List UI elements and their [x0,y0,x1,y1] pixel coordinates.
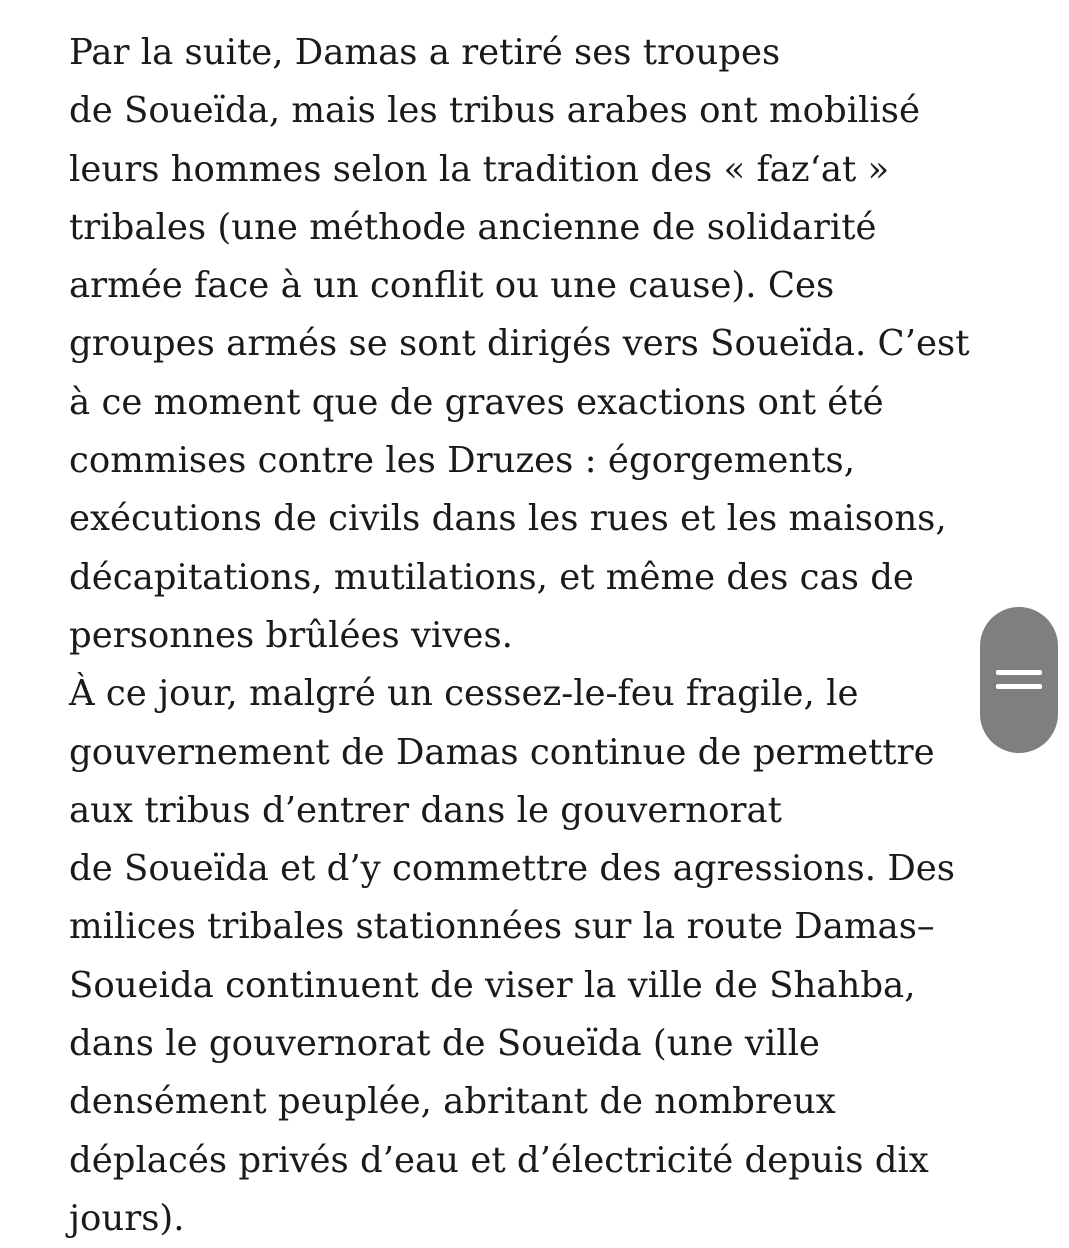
text-line: commises contre les Druzes : égorgements, [69,440,856,482]
text-line: exécutions de civils dans les rues et les maisons, [69,498,947,540]
text-line: à ce moment que de graves exactions ont été [69,381,884,423]
article-text [69,24,989,1248]
text-line: groupes armés se sont dirigés vers Soueïda. C’est [69,323,970,365]
text-line: décapitations, mutilations, et même des cas de [69,556,914,598]
text-line: leurs hommes selon la tradition des « faz‘at » [69,148,890,190]
grip-line-top [996,670,1042,675]
text-line: aux tribus d’entrer dans le gouvernorat [69,789,782,831]
grip-line-bottom [996,684,1042,689]
text-line: déplacés privés d’eau et d’électricité depuis dix [69,1139,929,1181]
text-line: dans le gouvernorat de Soueïda (une ville [69,1023,820,1065]
text-line: À ce jour, malgré un cessez-le-feu fragile, le [69,673,859,715]
scroll-handle[interactable] [980,607,1058,753]
text-line: armée face à un conflit ou une cause). Ces [69,265,835,307]
text-line: de Soueïda, mais les tribus arabes ont mobilisé [69,90,920,132]
text-line: densément peuplée, abritant de nombreux [69,1081,836,1123]
text-line: Par la suite, Damas a retiré ses troupes [69,32,781,73]
text-line: milices tribales stationnées sur la route Damas– [69,906,935,948]
text-line: jours). [69,1197,185,1239]
text-line: de Soueïda et d’y commettre des agressions. Des [69,848,956,890]
text-line: tribales (une méthode ancienne de solidarité [69,206,877,248]
text-line: Soueida continuent de viser la ville de Shahba, [69,964,916,1006]
text-line: personnes brûlées vives. [69,614,513,656]
text-line: gouvernement de Damas continue de permettre [69,731,935,773]
